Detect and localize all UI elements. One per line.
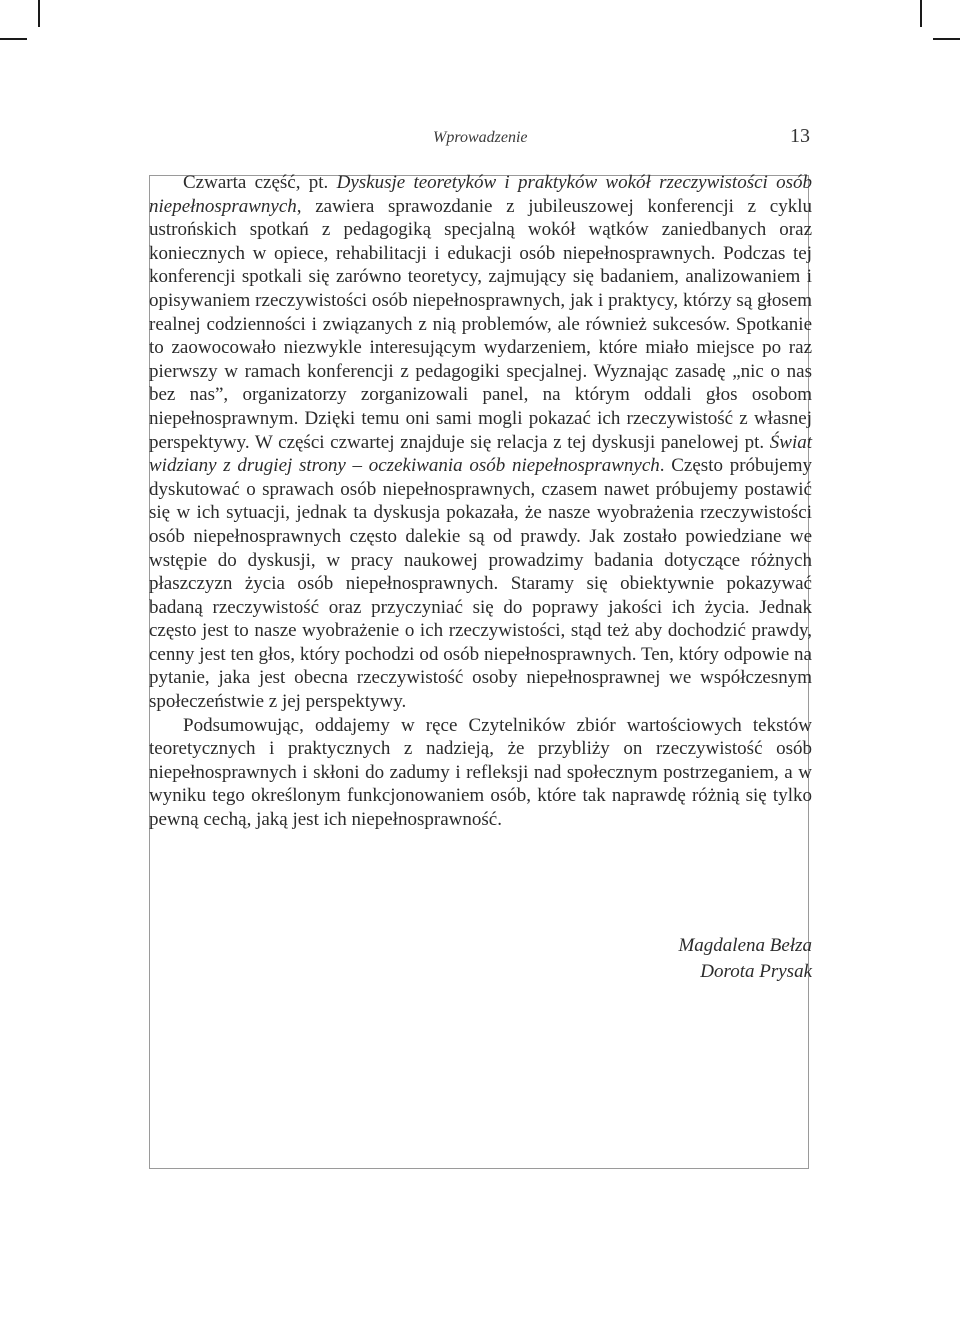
running-title: Wprowadzenie <box>433 129 528 146</box>
signature-name: Magdalena Bełza <box>678 935 812 956</box>
signature-name: Dorota Prysak <box>700 961 812 982</box>
crop-mark-top-right-vertical <box>920 0 922 27</box>
crop-mark-top-right-horizontal <box>933 38 960 40</box>
paragraph-2-text: Podsumowując, oddajemy w ręce Czytelników zbiór wartościowych tekstów teoretycznych i praktycznych z nadzieją, że przybliży on rzeczywistość osób niepełnosprawnych i skłoni do zadumy i refleksji nad społecznym postrzeganiem, a w wyniku tego określonym funkcjonowaniem osób, które tak naprawdę różnią się tylko pewną cechą, jaką jest ich niepełnosprawność. <box>149 714 812 831</box>
running-head <box>150 125 812 153</box>
signatures <box>560 933 812 985</box>
section-title-italic: Dyskusje teoretyków i praktyków wokół rzeczywistości osób niepełnosprawnych <box>149 172 812 217</box>
crop-mark-top-left-vertical <box>38 0 40 27</box>
paragraph-1-text-2: , zawiera sprawozdanie z jubileuszowej konferencji z cyklu ustrońskich spotkań z pedagogiką specjalną wokół wątków zaniedbanych oraz koniecznych w opiece, rehabilitacji i edukacji osób niepełnosprawnych. Podczas tej konferencji spotkali się zarówno teoretycy, zajmujący się badaniem, analizowaniem i opisywaniem rzeczywistości osób niepełnosprawnych, jak i praktycy, którzy są głosem realnej codzienności i związanych z nią problemów, ale również sukcesów. Spotkanie to zaowocowało niezwykle interesującym wydarzeniem, które miało miejsce po raz pierwszy w ramach konferencji z pedagogiki specjalnej. Wyznając zasadę „nic o nas bez nas”, organizatorzy zorganizowali panel, na którym oddali głos osobom niepełnosprawnym. Dzięki temu oni sami mogli pokazać ich rzeczywistość z własnej perspektywy. W części czwartej znajduje się relacja z tej dyskusji panelowej pt. <box>149 195 812 453</box>
crop-mark-top-left-horizontal <box>0 38 27 40</box>
paragraph-1-text-1: Czwarta część, pt. <box>183 172 337 193</box>
body-text <box>149 171 812 832</box>
paragraph-1-text-3: . Często próbujemy dyskutować o sprawach osób niepełnosprawnych, czasem nawet próbujemy postawić się w ich sytuacji, jednak ta dyskusja pokazała, że nasze wyobrażenia rzeczywistości osób niepełnosprawnych często dalekie są od prawdy. Jak zostało powiedziane we wstępie do dyskusji, w pracy naukowej prowadzimy badania dotyczące różnych płaszczyzn życia osób niepełnosprawnych. Staramy się obiektywnie pokazywać badaną rzeczywistość oraz przyczyniać się do poprawy jakości ich życia. Jednak często jest to nasze wyobrażenie o ich rzeczywistości, stąd też aby dochodzić prawdy, cenny jest ten głos, który pochodzi od osób niepełnosprawnych. Ten, który odpowie na pytanie, jaka jest obecna rzeczywistość osoby niepełnosprawnej we współczesnym społeczeństwie z jej perspektywy. <box>149 455 813 713</box>
paragraph-1 <box>149 171 812 714</box>
panel-title-italic: Świat widziany z drugiej strony – oczekiwania osób niepełnosprawnych <box>149 431 812 477</box>
paragraph-2 <box>149 714 812 832</box>
page-number: 13 <box>790 125 810 147</box>
